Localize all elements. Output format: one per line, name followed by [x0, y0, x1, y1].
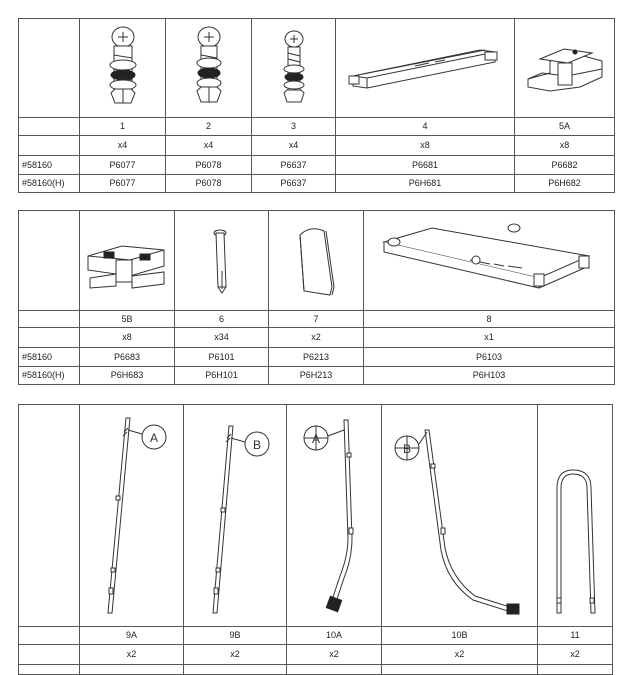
part-qty: x2 — [287, 645, 382, 665]
row-label: #58160(H) — [19, 175, 80, 193]
part-2-image — [166, 19, 252, 118]
part-number: 9B — [184, 627, 287, 645]
part-number: 11 — [538, 627, 613, 645]
bracket-bar-icon — [345, 38, 505, 98]
part-3-image — [252, 19, 336, 118]
part-qty: x8 — [336, 136, 515, 156]
part-code-h: P6H213 — [269, 367, 364, 385]
part-code: P6637 — [252, 156, 336, 175]
part-qty: x4 — [80, 136, 166, 156]
part-code: P6681 — [336, 156, 515, 175]
part-number: 5A — [515, 118, 615, 136]
svg-text:A: A — [149, 431, 158, 445]
part-1-image — [80, 19, 166, 118]
end-cap-icon — [286, 221, 346, 301]
part-9b-image — [184, 405, 287, 627]
part-number: 7 — [269, 311, 364, 328]
part-code-h: P6077 — [80, 175, 166, 193]
part-code: P6213 — [269, 348, 364, 367]
part-number: 8 — [364, 311, 615, 328]
part-number: 2 — [166, 118, 252, 136]
part-9a-image — [80, 405, 184, 627]
part-number: 3 — [252, 118, 336, 136]
curved-leg-icon — [288, 408, 380, 623]
row-label — [19, 328, 80, 348]
row-label: #58160 — [19, 156, 80, 175]
svg-text:B: B — [252, 438, 262, 452]
pin-icon — [202, 221, 242, 301]
empty-cell — [19, 211, 80, 311]
part-qty: x4 — [166, 136, 252, 156]
corner-clip-icon — [82, 226, 172, 296]
part-qty: x2 — [538, 645, 613, 665]
flat-panel-icon — [374, 216, 604, 306]
part-number: 10A — [287, 627, 382, 645]
row-label — [19, 665, 80, 675]
part-code-h: P6H681 — [336, 175, 515, 193]
row-label — [19, 627, 80, 645]
part-qty: x8 — [515, 136, 615, 156]
empty-cell — [184, 665, 287, 675]
part-7-image — [269, 211, 364, 311]
part-number: 6 — [175, 311, 269, 328]
part-qty: x4 — [252, 136, 336, 156]
leg-pole-icon — [82, 408, 182, 623]
row-label — [19, 311, 80, 328]
part-code: P6101 — [175, 348, 269, 367]
part-number: 1 — [80, 118, 166, 136]
u-handle-icon — [539, 408, 611, 623]
parts-table-1 — [18, 18, 615, 193]
part-10a-image — [287, 405, 382, 627]
part-code: P6103 — [364, 348, 615, 367]
empty-cell — [80, 665, 184, 675]
part-code-h: P6H103 — [364, 367, 615, 385]
row-label — [19, 118, 80, 136]
part-6-image — [175, 211, 269, 311]
corner-clip-icon — [520, 33, 610, 103]
part-number: 9A — [80, 627, 184, 645]
parts-table-2 — [18, 210, 615, 385]
part-8-image — [364, 211, 615, 311]
part-4-image — [336, 19, 515, 118]
bolt-nut-icon — [103, 25, 143, 111]
part-qty: x34 — [175, 328, 269, 348]
bolt-nut-icon — [276, 25, 312, 111]
part-code: P6682 — [515, 156, 615, 175]
empty-cell — [19, 405, 80, 627]
curved-leg-icon — [385, 408, 535, 623]
empty-cell — [538, 665, 613, 675]
parts-table-3 — [18, 404, 613, 675]
row-label: #58160(H) — [19, 367, 80, 385]
row-label — [19, 645, 80, 665]
row-label — [19, 136, 80, 156]
part-code: P6683 — [80, 348, 175, 367]
part-code-h: P6H682 — [515, 175, 615, 193]
part-number: 5B — [80, 311, 175, 328]
part-qty: x2 — [382, 645, 538, 665]
part-qty: x2 — [80, 645, 184, 665]
svg-text:B: B — [402, 442, 411, 456]
empty-cell — [19, 19, 80, 118]
part-number: 4 — [336, 118, 515, 136]
part-code: P6077 — [80, 156, 166, 175]
leg-pole-icon — [185, 408, 285, 623]
part-qty: x8 — [80, 328, 175, 348]
part-code-h: P6637 — [252, 175, 336, 193]
part-qty: x1 — [364, 328, 615, 348]
row-label: #58160 — [19, 348, 80, 367]
part-code-h: P6H101 — [175, 367, 269, 385]
part-number: 10B — [382, 627, 538, 645]
svg-text:A: A — [311, 432, 321, 446]
empty-cell — [287, 665, 382, 675]
part-qty: x2 — [184, 645, 287, 665]
part-code-h: P6H683 — [80, 367, 175, 385]
part-code: P6078 — [166, 156, 252, 175]
part-5a-image — [515, 19, 615, 118]
empty-cell — [382, 665, 538, 675]
part-5b-image — [80, 211, 175, 311]
part-qty: x2 — [269, 328, 364, 348]
part-10b-image — [382, 405, 538, 627]
bolt-nut-icon — [189, 25, 229, 111]
part-code-h: P6078 — [166, 175, 252, 193]
part-11-image — [538, 405, 613, 627]
